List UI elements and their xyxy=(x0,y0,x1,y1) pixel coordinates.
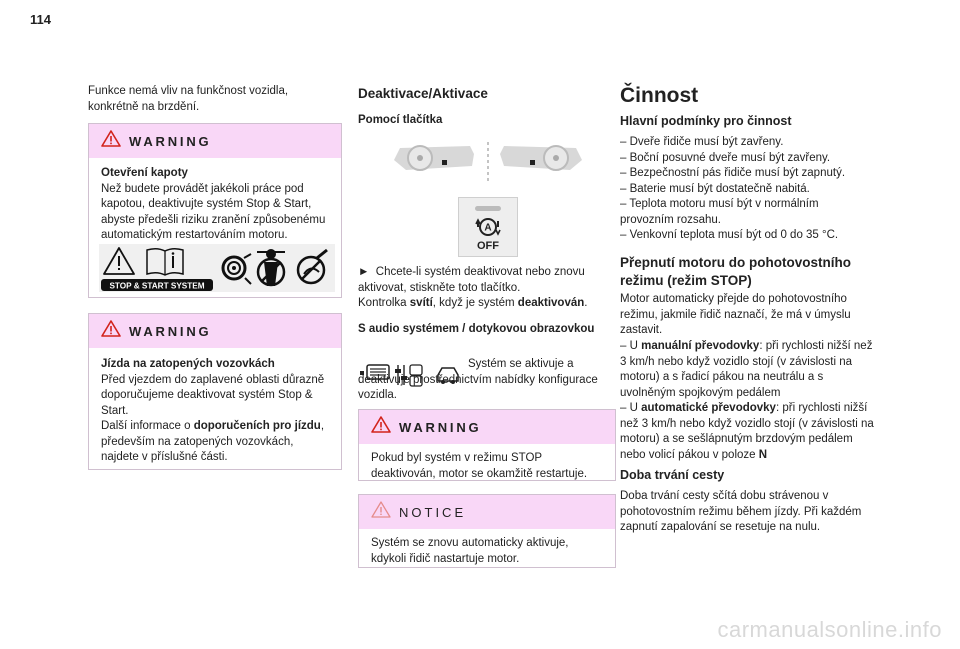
intro-text: Funkce nemá vliv na funkčnost vozidla, konkrétně na brzdění. xyxy=(88,85,289,113)
warning-body xyxy=(89,348,341,476)
notice-box xyxy=(358,494,616,568)
warning-header xyxy=(359,410,615,444)
subheading-stop-mode: Přepnutí motoru do pohotovostního režimu (režim STOP) xyxy=(620,255,851,288)
subheading-conditions: Hlavní podmínky pro činnost xyxy=(620,114,792,128)
dashboard-location-illustration xyxy=(390,140,590,184)
steering-wheel-diagram-icon xyxy=(390,140,590,184)
stop-start-off-button xyxy=(458,197,518,257)
warning-body xyxy=(89,158,341,254)
notice-header xyxy=(359,495,615,529)
subheading-trip-duration: Doba trvání cesty xyxy=(620,468,725,482)
warning-triangle-icon xyxy=(371,416,391,438)
stop-start-badge: STOP & START SYSTEM xyxy=(109,281,205,291)
warning-title: WARNING xyxy=(399,419,482,435)
subheading-touchscreen: S audio systémem / dotykovou obrazovkou xyxy=(358,323,595,335)
instruction-text: ► Chcete-li systém deaktivovat nebo znovu aktivovat, stiskněte toto tlačítko. xyxy=(358,266,585,294)
touchscreen-text: Systém se aktivuje a deaktivuje prostřednictvím nabídky konfigurace vozidla. xyxy=(358,358,598,401)
warning-text-reference: Další informace o doporučeních pro jízdu, především na zatopených vozovkách, najdete v příslušné části. xyxy=(101,420,325,463)
list-item: – Bezpečnostní pás řidiče musí být zapnutý. xyxy=(620,167,846,179)
list-item: – Teplota motoru musí být v normálním provozním rozsahu. xyxy=(620,198,819,226)
warning-body: Pokud byl systém v režimu STOP deaktivován, motor se okamžitě restartuje. xyxy=(371,452,588,480)
warning-heading: Jízda na zatopených vozovkách xyxy=(101,358,275,370)
warning-hood xyxy=(88,123,342,298)
warning-triangle-icon xyxy=(101,320,121,342)
warning-heading: Otevření kapoty xyxy=(101,167,188,179)
warning-header xyxy=(89,124,341,158)
section-heading: Činnost xyxy=(620,84,699,107)
notice-body: Systém se znovu automaticky aktivuje, kdykoli řidič nastartuje motor. xyxy=(371,537,569,565)
watermark: carmanualsonline.info xyxy=(717,617,942,642)
trip-duration-text: Doba trvání cesty sčítá dobu strávenou v pohotovostním režimu během jízdy. Při každém zapnutí zapalování se resetuje na nulu. xyxy=(620,490,862,533)
warning-text: Než budete provádět jakékoli práce pod kapotou, deaktivujte systém Stop & Start, abyste předešli riziku zranění způsobenému automatickým restartováním motoru. xyxy=(101,182,326,241)
warning-triangle-icon xyxy=(101,130,121,152)
section-heading: Deaktivace/Aktivace xyxy=(358,86,488,101)
subheading-button: Pomocí tlačítka xyxy=(358,114,443,126)
svg-text:OFF: OFF xyxy=(477,240,499,252)
automatic-gearbox-text: – U automatické převodovky: při rychlosti nižší než 3 km/h nebo když vozidlo stojí (v závislosti na motoru) a se sešlápnutým brzdovým pedálem nebo volicí pákou v poloze N xyxy=(620,402,874,461)
warning-restart xyxy=(358,409,616,481)
hood-pictograms-icon xyxy=(99,244,335,292)
status-text: Kontrolka svítí, když je systém deaktivován. xyxy=(358,297,588,309)
notice-title: NOTICE xyxy=(399,504,467,520)
list-item: – Dveře řidiče musí být zavřeny. xyxy=(620,136,784,148)
notice-triangle-icon xyxy=(371,501,391,523)
list-item: – Baterie musí být dostatečně nabitá. xyxy=(620,182,810,195)
list-item: – Venkovní teplota musí být od 0 do 35 °C. xyxy=(620,229,839,241)
stop-mode-text: Motor automaticky přejde do pohotovostního režimu, jakmile řidič naznačí, že má v úmyslu zastavit. xyxy=(620,293,851,336)
auto-off-icon xyxy=(459,198,517,256)
svg-text:A: A xyxy=(484,222,492,234)
warning-title: WARNING xyxy=(129,133,212,149)
warning-text: Před vjezdem do zaplavené oblasti důrazně doporučujeme deaktivovat systém Stop & Start. xyxy=(101,373,325,417)
conditions-list xyxy=(620,135,885,244)
warning-header xyxy=(89,314,341,348)
warning-illustration xyxy=(99,244,335,292)
manual-gearbox-text: – U manuální převodovky: při rychlosti nižší než 3 km/h nebo když vozidlo stojí (v závislosti na motoru) a s řadicí pákou na neutrálu a s uvolněným spojkovým pedálem xyxy=(620,340,873,399)
warning-flooded-roads xyxy=(88,313,342,470)
page-number: 114 xyxy=(30,12,51,27)
list-item: – Boční posuvné dveře musí být zavřeny. xyxy=(620,151,831,164)
warning-title: WARNING xyxy=(129,323,212,339)
